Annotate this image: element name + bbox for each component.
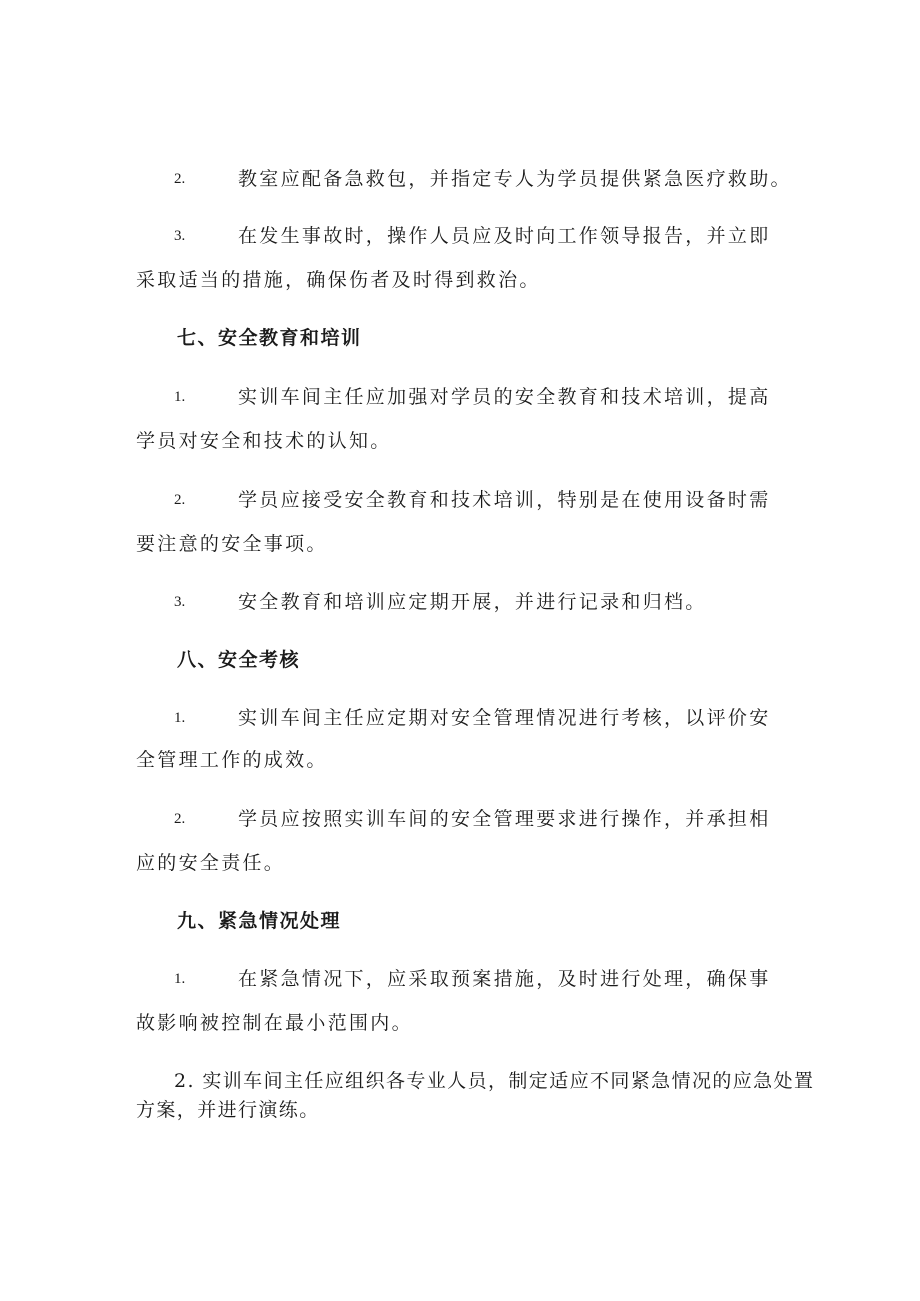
sec7-item2-line2: 要注意的安全事项。 xyxy=(136,533,328,555)
sec9-item2-line1: 2. 实训车间主任应组织各专业人员，制定适应不同紧急情况的应急处置 xyxy=(174,1070,815,1092)
sec8-heading: 八、安全考核 xyxy=(177,649,301,671)
sec8-item1-number: 1. xyxy=(174,710,186,726)
sec7-item3-number: 3. xyxy=(174,594,186,610)
sec7-item2-line1: 学员应接受安全教育和技术培训，特别是在使用设备时需 xyxy=(238,489,771,511)
sec7-item3-text: 安全教育和培训应定期开展，并进行记录和归档。 xyxy=(238,591,707,613)
sec8-item2-number: 2. xyxy=(174,811,186,827)
sec9-item1-line1: 在紧急情况下，应采取预案措施，及时进行处理，确保事 xyxy=(238,968,771,990)
sec9-heading: 九、紧急情况处理 xyxy=(177,910,342,932)
sec8-item2-line2: 应的安全责任。 xyxy=(136,852,286,874)
sec6-item3-line1: 在发生事故时，操作人员应及时向工作领导报告，并立即 xyxy=(238,225,771,247)
sec7-item1-line1: 实训车间主任应加强对学员的安全教育和技术培训，提高 xyxy=(238,386,771,408)
sec9-item1-number: 1. xyxy=(174,971,186,987)
sec6-item3-line2: 采取适当的措施，确保伤者及时得到救治。 xyxy=(136,269,541,291)
sec8-item1-line1: 实训车间主任应定期对安全管理情况进行考核，以评价安 xyxy=(238,707,771,729)
sec7-heading: 七、安全教育和培训 xyxy=(177,327,362,349)
sec7-item2-number: 2. xyxy=(174,492,186,508)
sec8-item1-line2: 全管理工作的成效。 xyxy=(136,749,328,771)
sec8-item2-line1: 学员应按照实训车间的安全管理要求进行操作，并承担相 xyxy=(238,808,771,830)
sec6-item2-number: 2. xyxy=(174,171,186,187)
sec9-item2-line2: 方案，并进行演练。 xyxy=(136,1099,320,1121)
sec9-item1-line2: 故影响被控制在最小范围内。 xyxy=(136,1012,413,1034)
sec6-item2-text: 教室应配备急救包，并指定专人为学员提供紧急医疗救助。 xyxy=(238,168,792,190)
sec7-item1-number: 1. xyxy=(174,389,186,405)
sec6-item3-number: 3. xyxy=(174,228,186,244)
sec7-item1-line2: 学员对安全和技术的认知。 xyxy=(136,430,392,452)
